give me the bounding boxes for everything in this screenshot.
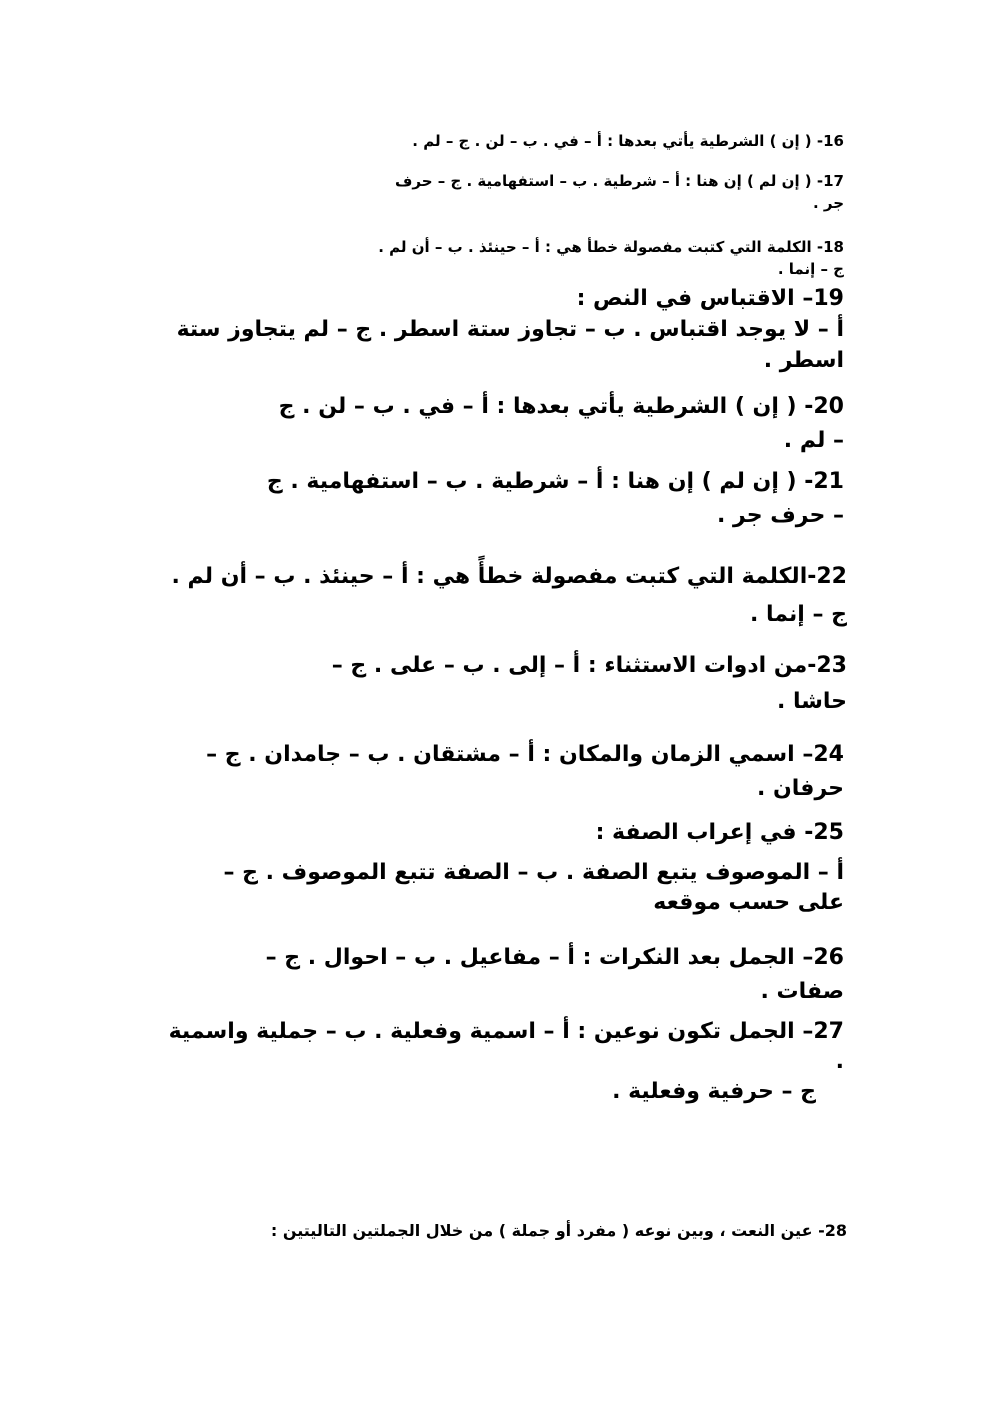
- question-27-line-1: 27– الجمل تكون نوعين : أ – اسمية وفعلية . ب – جملية واسمية: [168, 1019, 844, 1044]
- question-21-line-2: – حرف جر .: [717, 503, 844, 528]
- question-18-line-1: 18- الكلمة التي كتبت مفصولة خطأ هي : أ – حينئذ . ب – أن لم .: [378, 238, 844, 256]
- question-20-line-2: – لم .: [783, 428, 844, 453]
- question-20-line-1: 20- ( إن ) الشرطية يأتي بعدها : أ – في . ب – لن . ج: [278, 394, 844, 419]
- question-21: [170, 465, 844, 533]
- question-22-line-1: 22-الكلمة التي كتبت مفصولة خطأً هي : أ – حينئذ . ب – أن لم .: [171, 564, 847, 589]
- question-19-line-1: 19– الاقتباس في النص :: [576, 286, 844, 311]
- question-17-line-2: جر .: [812, 194, 844, 212]
- question-27-line-3: ج – حرفية وفعلية .: [612, 1079, 816, 1104]
- question-18-line-2: ج – إنما .: [777, 260, 844, 278]
- question-25-line-2: أ – الموصوف يتبع الصفة . ب – الصفة تتبع الموصوف . ج –: [223, 860, 844, 885]
- question-23-line-2: حاشا .: [776, 689, 847, 714]
- question-16: [170, 130, 844, 152]
- question-24-line-1: 24– اسمي الزمان والمكان : أ – مشتقان . ب – جامدان . ج –: [206, 742, 844, 767]
- question-25: [190, 816, 844, 918]
- question-23: [200, 648, 847, 720]
- question-17: [170, 170, 844, 214]
- question-26-line-2: صفات .: [760, 979, 844, 1004]
- question-23-line-1: 23-من ادوات الاستثناء : أ – إلى . ب – على . ج –: [331, 653, 847, 678]
- question-20: [170, 390, 844, 458]
- question-27-line-2: .: [835, 1049, 844, 1074]
- question-24: [150, 738, 844, 806]
- question-22-line-2: ج – إنما .: [749, 602, 847, 627]
- question-21-line-1: 21- ( إن لم ) إن هنا : أ – شرطية . ب – استفهامية . ج: [266, 469, 844, 494]
- question-26-line-1: 26– الجمل بعد النكرات : أ – مفاعيل . ب – احوال . ج –: [265, 945, 844, 970]
- question-19: [170, 283, 844, 376]
- question-19-line-3: اسطر .: [763, 348, 844, 373]
- question-25-line-1: 25- في إعراب الصفة :: [595, 820, 844, 845]
- question-28: [260, 1220, 847, 1242]
- question-22: [160, 558, 847, 634]
- question-28-line-1: 28- عين النعت ، وبين نوعه ( مفرد أو جملة ) من خلال الجملتين التاليتين :: [270, 1221, 847, 1240]
- question-25-line-3: على حسب موقعه: [653, 890, 844, 915]
- question-19-line-2: أ – لا يوجد اقتباس . ب – تجاوز ستة اسطر . ج – لم يتجاوز ستة: [176, 317, 844, 342]
- question-26: [170, 941, 844, 1009]
- question-27: [160, 1015, 844, 1109]
- question-16-line-1: 16- ( إن ) الشرطية يأتي بعدها : أ – في . ب – لن . ج – لم .: [412, 132, 844, 150]
- question-18: [210, 236, 844, 280]
- question-17-line-1: 17- ( إن لم ) إن هنا : أ – شرطية . ب – استفهامية . ج – حرف: [394, 172, 844, 190]
- question-24-line-2: حرفان .: [756, 776, 844, 801]
